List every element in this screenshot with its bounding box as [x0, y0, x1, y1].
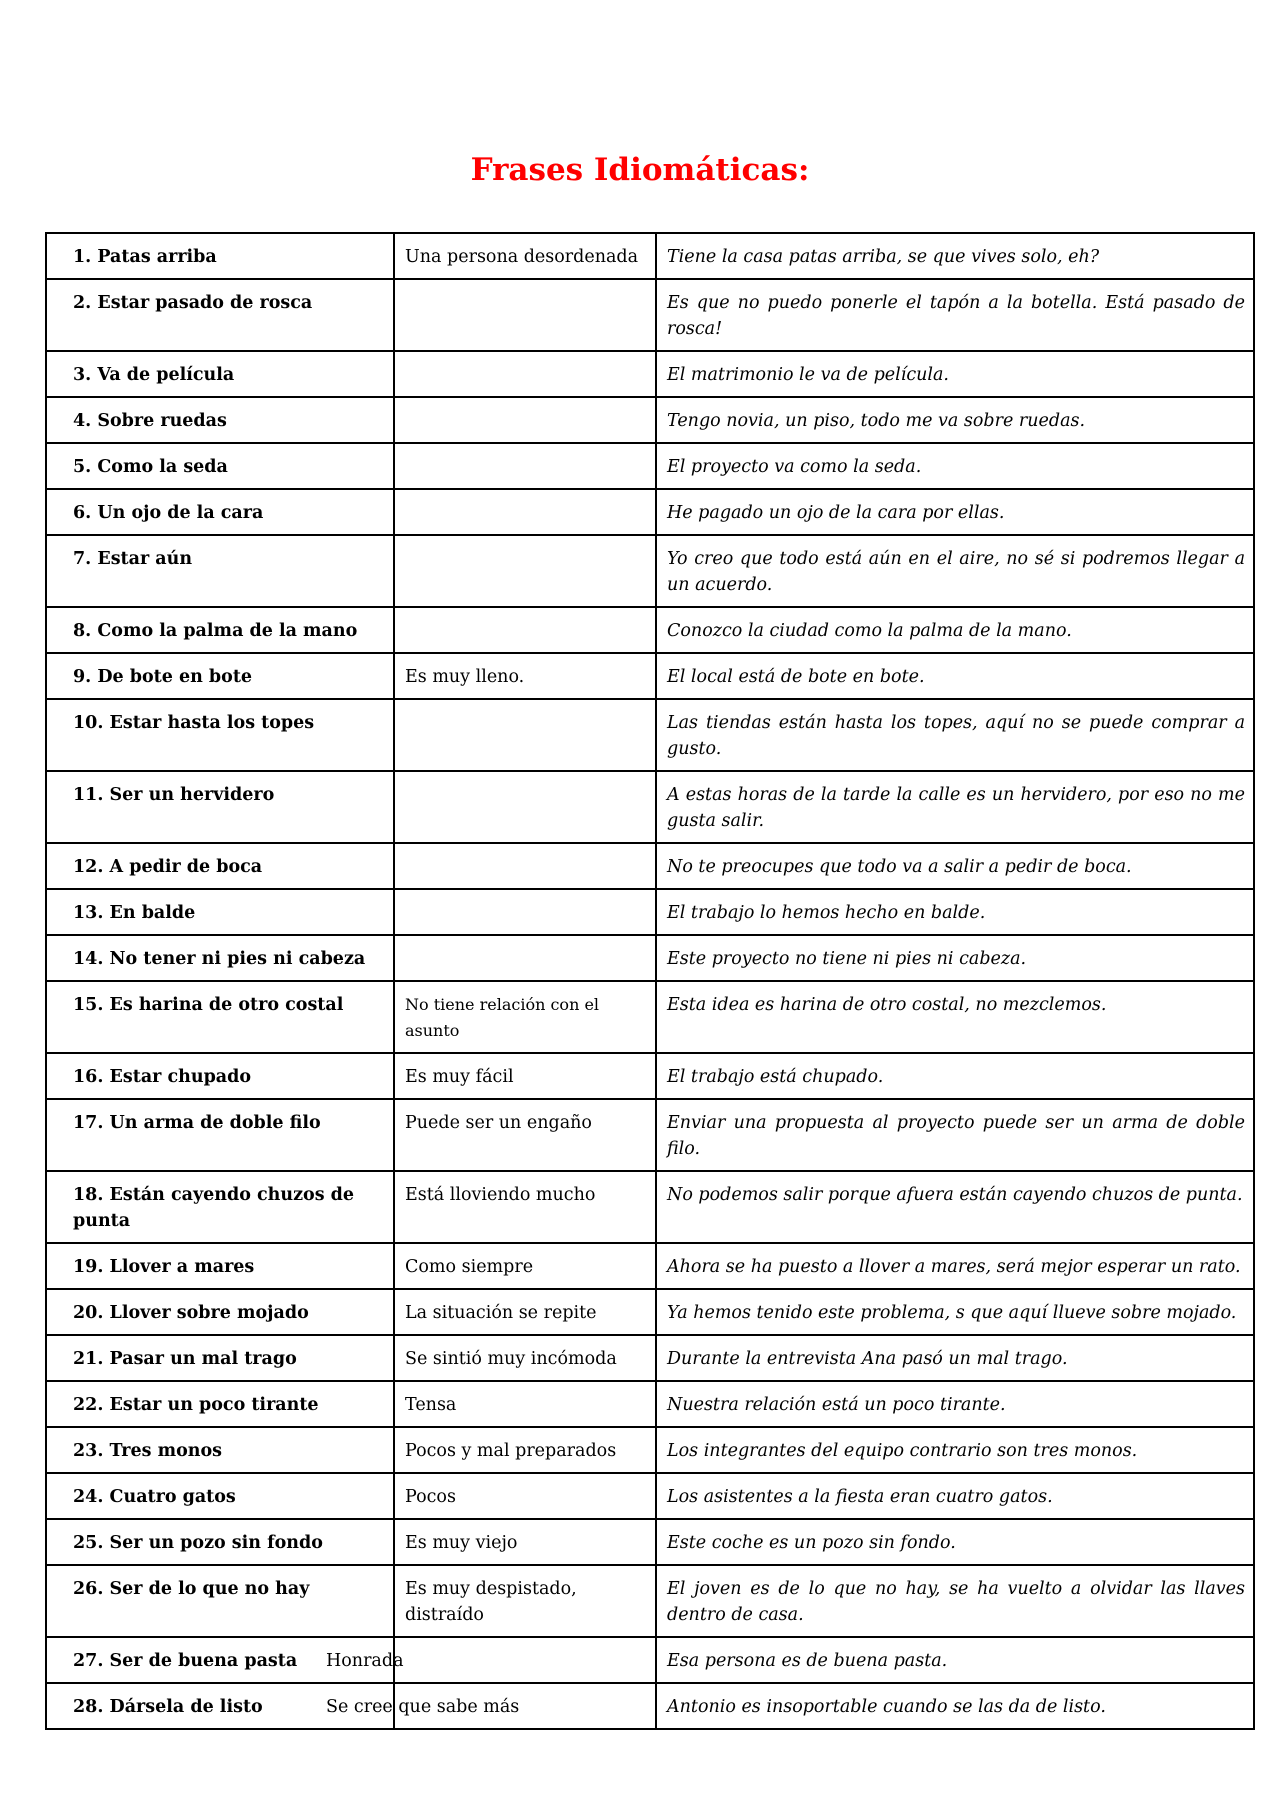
idiom-phrase: 3. Va de película [73, 365, 235, 385]
idiom-meaning-cell [394, 1473, 656, 1519]
idiom-meaning: Es muy viejo [405, 1533, 518, 1553]
idiom-phrase-cell [46, 1473, 394, 1519]
idiom-phrase-cell [46, 1637, 404, 1683]
idiom-example: El trabajo está chupado. [667, 1067, 884, 1087]
idiom-phrase-cell [46, 843, 394, 889]
table-row [46, 279, 1254, 351]
table-row [46, 535, 1254, 607]
table-row [46, 889, 1254, 935]
table-row [46, 843, 1254, 889]
idiom-meaning: Puede ser un engaño [405, 1113, 592, 1133]
idiom-meaning: No tiene relación con el asunto [405, 995, 600, 1040]
table-row [46, 1289, 1254, 1335]
idiom-example-cell [656, 1683, 1254, 1729]
idiom-meaning-cell [394, 1519, 656, 1565]
idiom-phrase-cell [46, 653, 394, 699]
idiom-meaning-cell [394, 351, 656, 397]
idiom-example: El proyecto va como la seda. [667, 457, 922, 477]
table-row [46, 935, 1254, 981]
idiom-example: A estas horas de la tarde la calle es un hervidero, por eso no me gusta salir. [667, 785, 1245, 831]
table-row [46, 397, 1254, 443]
table-row [46, 653, 1254, 699]
idiom-phrase: 12. A pedir de boca [73, 857, 263, 877]
idiom-phrase-cell [46, 535, 394, 607]
idiom-meaning-cell [394, 1289, 656, 1335]
idiom-example-cell [656, 489, 1254, 535]
idiom-example: Esa persona es de buena pasta. [667, 1651, 948, 1671]
idiom-example-cell [656, 1335, 1254, 1381]
table-row [46, 981, 1254, 1053]
table-row [46, 1053, 1254, 1099]
idiom-meaning: Es muy despistado, distraído [405, 1579, 577, 1625]
idiom-meaning-cell [394, 233, 656, 279]
idiom-phrase: 7. Estar aún [73, 549, 193, 569]
idiom-phrase-cell [46, 1683, 520, 1729]
idiom-phrase: 15. Es harina de otro costal [73, 995, 344, 1015]
idiom-meaning-cell [394, 889, 656, 935]
idiom-example: Este proyecto no tiene ni pies ni cabeza. [667, 949, 1027, 969]
idiom-phrase: 23. Tres monos [73, 1441, 223, 1461]
idioms-table-body [46, 233, 1254, 1729]
idiom-phrase-cell [46, 279, 394, 351]
idiom-phrase: 8. Como la palma de la mano [73, 621, 358, 641]
idiom-example: He pagado un ojo de la cara por ellas. [667, 503, 1005, 523]
idiom-example-cell [656, 653, 1254, 699]
idiom-phrase: 21. Pasar un mal trago [73, 1349, 297, 1369]
idiom-phrase: 1. Patas arriba [73, 247, 217, 267]
idiom-meaning: Tensa [405, 1395, 457, 1415]
idiom-example-cell [656, 1637, 1254, 1683]
idiom-example: Tengo novia, un piso, todo me va sobre ruedas. [667, 411, 1086, 431]
idiom-meaning-cell [394, 1637, 656, 1683]
idiom-phrase-cell [46, 699, 394, 771]
idiom-example-cell [656, 889, 1254, 935]
idiom-phrase-cell [46, 489, 394, 535]
idiom-phrase-cell [46, 607, 394, 653]
idiom-meaning-cell [394, 1565, 656, 1637]
idiom-meaning-cell [394, 1053, 656, 1099]
idiom-phrase: 14. No tener ni pies ni cabeza [73, 949, 366, 969]
idiom-example: Esta idea es harina de otro costal, no mezclemos. [667, 995, 1107, 1015]
idiom-example: No podemos salir porque afuera están cayendo chuzos de punta. [667, 1185, 1243, 1205]
idiom-phrase-cell [46, 1289, 394, 1335]
idiom-meaning-cell [394, 935, 656, 981]
table-row [46, 1243, 1254, 1289]
idiom-phrase-cell [46, 1243, 394, 1289]
table-row [46, 1099, 1254, 1171]
idiom-phrase-cell [46, 1427, 394, 1473]
idiom-example-cell [656, 1243, 1254, 1289]
idiom-phrase: 24. Cuatro gatos [73, 1487, 236, 1507]
idiom-meaning-cell [394, 981, 656, 1053]
idiom-meaning: La situación se repite [405, 1303, 597, 1323]
idiom-example: Enviar una propuesta al proyecto puede ser un arma de doble filo. [667, 1113, 1245, 1159]
idiom-meaning: Se sintió muy incómoda [405, 1349, 617, 1369]
idiom-example-cell [656, 1053, 1254, 1099]
idiom-phrase: 6. Un ojo de la cara [73, 503, 264, 523]
idiom-example: El trabajo lo hemos hecho en balde. [667, 903, 986, 923]
idiom-meaning-cell [394, 1427, 656, 1473]
idiom-meaning: Pocos y mal preparados [405, 1441, 617, 1461]
idiom-meaning-cell [394, 843, 656, 889]
idiom-example-cell [656, 771, 1254, 843]
idiom-phrase: 25. Ser un pozo sin fondo [73, 1533, 323, 1553]
table-row [46, 233, 1254, 279]
idiom-meaning-cell [394, 771, 656, 843]
idiom-meaning-overflow: Se cree que sabe más [326, 1697, 520, 1717]
idiom-phrase: 17. Un arma de doble filo [73, 1113, 321, 1133]
idiom-example-cell [656, 1565, 1254, 1637]
table-row [46, 1381, 1254, 1427]
idiom-phrase-cell [46, 1519, 394, 1565]
idiom-example-cell [656, 1381, 1254, 1427]
idiom-phrase-cell [46, 889, 394, 935]
table-row [46, 1473, 1254, 1519]
idioms-table [45, 232, 1255, 1730]
idiom-phrase-cell [46, 351, 394, 397]
table-row [46, 1519, 1254, 1565]
idiom-example-cell [656, 607, 1254, 653]
idiom-example-cell [656, 699, 1254, 771]
table-row [46, 1335, 1254, 1381]
idiom-meaning-cell [394, 535, 656, 607]
idiom-phrase: 26. Ser de lo que no hay [73, 1579, 310, 1599]
idiom-phrase-cell [46, 1381, 394, 1427]
idiom-meaning-cell [394, 279, 656, 351]
idiom-meaning-cell [394, 443, 656, 489]
idiom-meaning: Está lloviendo mucho [405, 1185, 596, 1205]
idiom-example: Yo creo que todo está aún en el aire, no sé si podremos llegar a un acuerdo. [667, 549, 1245, 595]
idiom-phrase-cell [46, 935, 394, 981]
table-row [46, 1565, 1254, 1637]
idiom-example-cell [656, 351, 1254, 397]
idiom-example-cell [656, 1473, 1254, 1519]
idiom-meaning-cell [394, 1381, 656, 1427]
idiom-phrase-cell [46, 1335, 394, 1381]
idiom-example-cell [656, 397, 1254, 443]
idiom-meaning-cell [394, 397, 656, 443]
table-row [46, 443, 1254, 489]
idiom-meaning-cell [394, 1171, 656, 1243]
idiom-phrase-cell [46, 1053, 394, 1099]
table-row [46, 607, 1254, 653]
idiom-example: Durante la entrevista Ana pasó un mal trago. [667, 1349, 1068, 1369]
idiom-example: Este coche es un pozo sin fondo. [667, 1533, 956, 1553]
idiom-example-cell [656, 981, 1254, 1053]
idiom-example: Es que no puedo ponerle el tapón a la botella. Está pasado de rosca! [667, 293, 1245, 339]
idiom-phrase: 13. En balde [73, 903, 196, 923]
table-row [46, 771, 1254, 843]
table-row [46, 1637, 1254, 1683]
idiom-phrase: 2. Estar pasado de rosca [73, 293, 313, 313]
table-row [46, 351, 1254, 397]
idiom-phrase: 27. Ser de buena pasta [73, 1651, 298, 1671]
idiom-meaning: Es muy fácil [405, 1067, 514, 1087]
idiom-example: El matrimonio le va de película. [667, 365, 949, 385]
idiom-example: Conozco la ciudad como la palma de la mano. [667, 621, 1072, 641]
table-row [46, 1427, 1254, 1473]
idiom-phrase: 20. Llover sobre mojado [73, 1303, 309, 1323]
idiom-meaning: Pocos [405, 1487, 456, 1507]
idiom-phrase-cell [46, 1099, 394, 1171]
idiom-meaning-cell [394, 1335, 656, 1381]
idiom-phrase-cell [46, 233, 394, 279]
idiom-example: Los integrantes del equipo contrario son tres monos. [667, 1441, 1138, 1461]
idiom-example: El joven es de lo que no hay, se ha vuelto a olvidar las llaves dentro de casa. [667, 1579, 1245, 1625]
idiom-example: Los asistentes a la fiesta eran cuatro gatos. [667, 1487, 1053, 1507]
table-row [46, 489, 1254, 535]
idiom-phrase-cell [46, 1565, 394, 1637]
idiom-meaning-cell [394, 607, 656, 653]
idiom-meaning-cell [394, 489, 656, 535]
idiom-example-cell [656, 535, 1254, 607]
idiom-phrase: 4. Sobre ruedas [73, 411, 227, 431]
idiom-example: Antonio es insoportable cuando se las da de listo. [667, 1697, 1106, 1717]
idiom-meaning: Como siempre [405, 1257, 534, 1277]
idiom-example-cell [656, 1099, 1254, 1171]
idiom-phrase: 9. De bote en bote [73, 667, 253, 687]
idiom-phrase: 22. Estar un poco tirante [73, 1395, 319, 1415]
idiom-meaning: Una persona desordenada [405, 247, 639, 267]
idiom-example: El local está de bote en bote. [667, 667, 925, 687]
idiom-example: No te preocupes que todo va a salir a pedir de boca. [667, 857, 1132, 877]
table-row [46, 699, 1254, 771]
idiom-phrase: 10. Estar hasta los topes [73, 713, 315, 733]
table-row [46, 1171, 1254, 1243]
idiom-example: Ya hemos tenido este problema, s que aquí llueve sobre mojado. [667, 1303, 1237, 1323]
idiom-example-cell [656, 1289, 1254, 1335]
idiom-example-cell [656, 1171, 1254, 1243]
idiom-example: Nuestra relación está un poco tirante. [667, 1395, 1006, 1415]
idiom-meaning-cell [394, 1099, 656, 1171]
idiom-meaning-overflow: Honrada [326, 1651, 404, 1671]
idiom-phrase: 18. Están cayendo chuzos de punta [73, 1185, 355, 1231]
idiom-phrase: 19. Llover a mares [73, 1257, 255, 1277]
idiom-meaning-cell [394, 699, 656, 771]
idiom-phrase-cell [46, 443, 394, 489]
idiom-meaning-cell [394, 653, 656, 699]
idiom-example-cell [656, 443, 1254, 489]
idiom-phrase-cell [46, 771, 394, 843]
idiom-example-cell [656, 233, 1254, 279]
idiom-phrase: 5. Como la seda [73, 457, 228, 477]
idiom-example: Tiene la casa patas arriba, se que vives solo, eh? [667, 247, 1100, 267]
idiom-example-cell [656, 279, 1254, 351]
idiom-example: Ahora se ha puesto a llover a mares, será mejor esperar un rato. [667, 1257, 1241, 1277]
idiom-example-cell [656, 935, 1254, 981]
idiom-phrase: 28. Dársela de listo [73, 1697, 263, 1717]
idiom-phrase-cell [46, 1171, 394, 1243]
idiom-phrase: 16. Estar chupado [73, 1067, 252, 1087]
idiom-meaning-cell [394, 1243, 656, 1289]
page-title: Frases Idiomáticas: [470, 152, 810, 188]
idiom-example-cell [656, 1427, 1254, 1473]
idiom-example-cell [656, 1519, 1254, 1565]
idiom-phrase-cell [46, 981, 394, 1053]
idiom-example-cell [656, 843, 1254, 889]
table-row [46, 1683, 1254, 1729]
idiom-meaning: Es muy lleno. [405, 667, 525, 687]
idiom-phrase-cell [46, 397, 394, 443]
idiom-phrase: 11. Ser un hervidero [73, 785, 275, 805]
idiom-example: Las tiendas están hasta los topes, aquí no se puede comprar a gusto. [667, 713, 1245, 759]
